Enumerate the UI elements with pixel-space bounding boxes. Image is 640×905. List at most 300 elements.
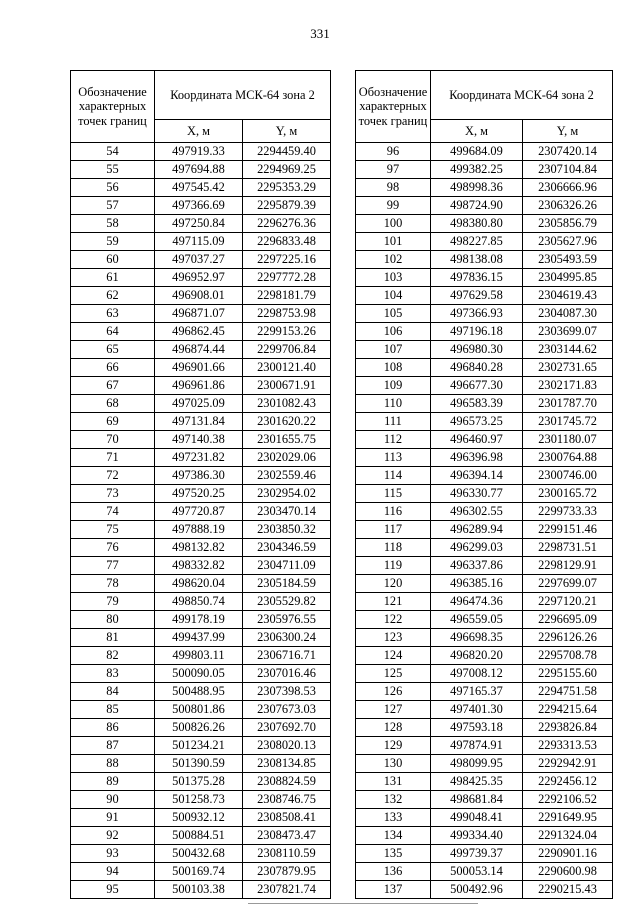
table-row bbox=[71, 161, 331, 179]
x-coordinate-cell: 497366.93 bbox=[431, 305, 523, 323]
x-coordinate-cell: 498227.85 bbox=[431, 233, 523, 251]
x-coordinate-cell: 498132.82 bbox=[155, 539, 243, 557]
y-coordinate-cell: 2300764.88 bbox=[523, 449, 613, 467]
table-row bbox=[356, 575, 613, 593]
x-coordinate-cell: 496474.36 bbox=[431, 593, 523, 611]
y-coordinate-cell: 2305184.59 bbox=[243, 575, 331, 593]
table-row bbox=[71, 359, 331, 377]
x-coordinate-cell: 497250.84 bbox=[155, 215, 243, 233]
x-coordinate-cell: 497366.69 bbox=[155, 197, 243, 215]
x-coordinate-cell: 497593.18 bbox=[431, 719, 523, 737]
table-row bbox=[71, 719, 331, 737]
y-coordinate-cell: 2306716.71 bbox=[243, 647, 331, 665]
table-row bbox=[71, 773, 331, 791]
x-coordinate-cell: 498850.74 bbox=[155, 593, 243, 611]
y-coordinate-cell: 2297772.28 bbox=[243, 269, 331, 287]
table-row bbox=[356, 557, 613, 575]
y-coordinate-cell: 2308020.13 bbox=[243, 737, 331, 755]
x-coordinate-cell: 497919.33 bbox=[155, 143, 243, 161]
y-coordinate-cell: 2307821.74 bbox=[243, 881, 331, 899]
table-row bbox=[356, 449, 613, 467]
x-coordinate-cell: 501258.73 bbox=[155, 791, 243, 809]
table-row bbox=[71, 557, 331, 575]
point-number-cell: 122 bbox=[356, 611, 431, 629]
table-row bbox=[356, 161, 613, 179]
x-coordinate-cell: 496908.01 bbox=[155, 287, 243, 305]
table-row bbox=[71, 269, 331, 287]
x-coordinate-cell: 497720.87 bbox=[155, 503, 243, 521]
table-row bbox=[356, 593, 613, 611]
y-coordinate-cell: 2296695.09 bbox=[523, 611, 613, 629]
y-coordinate-cell: 2308824.59 bbox=[243, 773, 331, 791]
x-coordinate-cell: 500801.86 bbox=[155, 701, 243, 719]
y-coordinate-cell: 2300671.91 bbox=[243, 377, 331, 395]
x-coordinate-cell: 496862.45 bbox=[155, 323, 243, 341]
y-coordinate-cell: 2307398.53 bbox=[243, 683, 331, 701]
table-row bbox=[71, 449, 331, 467]
point-number-cell: 120 bbox=[356, 575, 431, 593]
point-number-cell: 102 bbox=[356, 251, 431, 269]
y-coordinate-cell: 2297699.07 bbox=[523, 575, 613, 593]
x-coordinate-cell: 497165.37 bbox=[431, 683, 523, 701]
y-coordinate-cell: 2298181.79 bbox=[243, 287, 331, 305]
table-row bbox=[71, 251, 331, 269]
coordinate-header: Координата МСК-64 зона 2 bbox=[155, 71, 331, 120]
y-coordinate-cell: 2290901.16 bbox=[523, 845, 613, 863]
point-number-cell: 131 bbox=[356, 773, 431, 791]
x-coordinate-cell: 500103.38 bbox=[155, 881, 243, 899]
y-coordinate-cell: 2304711.09 bbox=[243, 557, 331, 575]
table-row bbox=[356, 683, 613, 701]
x-coordinate-cell: 501375.28 bbox=[155, 773, 243, 791]
table-row bbox=[356, 881, 613, 899]
point-number-cell: 86 bbox=[71, 719, 155, 737]
y-coordinate-cell: 2300165.72 bbox=[523, 485, 613, 503]
point-number-cell: 137 bbox=[356, 881, 431, 899]
point-number-cell: 66 bbox=[71, 359, 155, 377]
table-row bbox=[356, 737, 613, 755]
y-coordinate-cell: 2290600.98 bbox=[523, 863, 613, 881]
y-coordinate-cell: 2308473.47 bbox=[243, 827, 331, 845]
y-coordinate-cell: 2307692.70 bbox=[243, 719, 331, 737]
point-number-cell: 54 bbox=[71, 143, 155, 161]
y-coordinate-cell: 2301655.75 bbox=[243, 431, 331, 449]
table-row bbox=[356, 467, 613, 485]
y-coordinate-cell: 2292456.12 bbox=[523, 773, 613, 791]
point-number-cell: 75 bbox=[71, 521, 155, 539]
table-row bbox=[71, 881, 331, 899]
point-number-cell: 85 bbox=[71, 701, 155, 719]
table-row bbox=[356, 269, 613, 287]
table-row bbox=[71, 845, 331, 863]
x-coordinate-cell: 497836.15 bbox=[431, 269, 523, 287]
y-coordinate-cell: 2307879.95 bbox=[243, 863, 331, 881]
table-row bbox=[356, 251, 613, 269]
y-coordinate-cell: 2299153.26 bbox=[243, 323, 331, 341]
x-coordinate-cell: 500884.51 bbox=[155, 827, 243, 845]
point-number-cell: 95 bbox=[71, 881, 155, 899]
point-number-cell: 104 bbox=[356, 287, 431, 305]
y-header: Y, м bbox=[523, 120, 613, 143]
point-number-cell: 100 bbox=[356, 215, 431, 233]
y-coordinate-cell: 2291324.04 bbox=[523, 827, 613, 845]
x-coordinate-cell: 498138.08 bbox=[431, 251, 523, 269]
table-row bbox=[356, 197, 613, 215]
x-coordinate-cell: 496874.44 bbox=[155, 341, 243, 359]
y-coordinate-cell: 2292942.91 bbox=[523, 755, 613, 773]
y-coordinate-cell: 2305856.79 bbox=[523, 215, 613, 233]
x-coordinate-cell: 496820.20 bbox=[431, 647, 523, 665]
point-number-cell: 129 bbox=[356, 737, 431, 755]
y-coordinate-cell: 2307104.84 bbox=[523, 161, 613, 179]
point-number-cell: 76 bbox=[71, 539, 155, 557]
table-row bbox=[356, 647, 613, 665]
x-coordinate-cell: 497140.38 bbox=[155, 431, 243, 449]
table-row bbox=[71, 431, 331, 449]
y-coordinate-cell: 2306300.24 bbox=[243, 629, 331, 647]
point-number-cell: 73 bbox=[71, 485, 155, 503]
x-coordinate-cell: 498380.80 bbox=[431, 215, 523, 233]
point-number-cell: 117 bbox=[356, 521, 431, 539]
x-coordinate-cell: 499178.19 bbox=[155, 611, 243, 629]
point-number-cell: 83 bbox=[71, 665, 155, 683]
x-coordinate-cell: 497874.91 bbox=[431, 737, 523, 755]
table-row bbox=[356, 665, 613, 683]
point-number-cell: 121 bbox=[356, 593, 431, 611]
coordinates-table-left bbox=[70, 70, 331, 899]
y-coordinate-cell: 2298129.91 bbox=[523, 557, 613, 575]
x-coordinate-cell: 496961.86 bbox=[155, 377, 243, 395]
x-coordinate-cell: 501390.59 bbox=[155, 755, 243, 773]
y-coordinate-cell: 2303699.07 bbox=[523, 323, 613, 341]
point-number-cell: 72 bbox=[71, 467, 155, 485]
table-row bbox=[356, 323, 613, 341]
y-coordinate-cell: 2301787.70 bbox=[523, 395, 613, 413]
y-coordinate-cell: 2307420.14 bbox=[523, 143, 613, 161]
coordinates-table-right bbox=[355, 70, 613, 899]
point-number-cell: 132 bbox=[356, 791, 431, 809]
y-coordinate-cell: 2294215.64 bbox=[523, 701, 613, 719]
table-row bbox=[356, 521, 613, 539]
table-row bbox=[71, 323, 331, 341]
x-coordinate-cell: 500932.12 bbox=[155, 809, 243, 827]
table-row bbox=[356, 755, 613, 773]
point-number-cell: 61 bbox=[71, 269, 155, 287]
point-number-cell: 87 bbox=[71, 737, 155, 755]
table-row bbox=[356, 215, 613, 233]
y-coordinate-cell: 2298753.98 bbox=[243, 305, 331, 323]
x-coordinate-cell: 496302.55 bbox=[431, 503, 523, 521]
table-row bbox=[356, 611, 613, 629]
x-coordinate-cell: 500090.05 bbox=[155, 665, 243, 683]
y-coordinate-cell: 2303850.32 bbox=[243, 521, 331, 539]
table-row bbox=[71, 233, 331, 251]
y-coordinate-cell: 2294459.40 bbox=[243, 143, 331, 161]
point-number-cell: 63 bbox=[71, 305, 155, 323]
point-number-cell: 55 bbox=[71, 161, 155, 179]
y-coordinate-cell: 2301082.43 bbox=[243, 395, 331, 413]
point-number-cell: 113 bbox=[356, 449, 431, 467]
x-coordinate-cell: 500826.26 bbox=[155, 719, 243, 737]
y-coordinate-cell: 2305976.55 bbox=[243, 611, 331, 629]
x-coordinate-cell: 498681.84 bbox=[431, 791, 523, 809]
y-coordinate-cell: 2294751.58 bbox=[523, 683, 613, 701]
point-number-cell: 88 bbox=[71, 755, 155, 773]
point-number-cell: 94 bbox=[71, 863, 155, 881]
x-coordinate-cell: 496385.16 bbox=[431, 575, 523, 593]
x-coordinate-cell: 496583.39 bbox=[431, 395, 523, 413]
point-number-cell: 74 bbox=[71, 503, 155, 521]
point-header: Обозначение характерных точек границ bbox=[71, 71, 155, 143]
coordinate-header: Координата МСК-64 зона 2 bbox=[431, 71, 613, 120]
x-coordinate-cell: 496460.97 bbox=[431, 431, 523, 449]
x-coordinate-cell: 499334.40 bbox=[431, 827, 523, 845]
x-coordinate-cell: 497545.42 bbox=[155, 179, 243, 197]
y-coordinate-cell: 2304995.85 bbox=[523, 269, 613, 287]
table-row bbox=[71, 755, 331, 773]
x-coordinate-cell: 497008.12 bbox=[431, 665, 523, 683]
point-number-cell: 127 bbox=[356, 701, 431, 719]
y-coordinate-cell: 2301180.07 bbox=[523, 431, 613, 449]
table-row bbox=[71, 521, 331, 539]
x-coordinate-cell: 496840.28 bbox=[431, 359, 523, 377]
table-row bbox=[356, 413, 613, 431]
y-coordinate-cell: 2304619.43 bbox=[523, 287, 613, 305]
table-row bbox=[356, 359, 613, 377]
y-coordinate-cell: 2302029.06 bbox=[243, 449, 331, 467]
y-coordinate-cell: 2292106.52 bbox=[523, 791, 613, 809]
y-coordinate-cell: 2299733.33 bbox=[523, 503, 613, 521]
point-number-cell: 136 bbox=[356, 863, 431, 881]
x-header: X, м bbox=[431, 120, 523, 143]
y-coordinate-cell: 2302171.83 bbox=[523, 377, 613, 395]
table-row bbox=[356, 179, 613, 197]
y-coordinate-cell: 2304346.59 bbox=[243, 539, 331, 557]
point-number-cell: 67 bbox=[71, 377, 155, 395]
table-row bbox=[71, 647, 331, 665]
point-number-cell: 68 bbox=[71, 395, 155, 413]
point-number-cell: 60 bbox=[71, 251, 155, 269]
y-coordinate-cell: 2300746.00 bbox=[523, 467, 613, 485]
table-row bbox=[356, 431, 613, 449]
table-row bbox=[71, 287, 331, 305]
table-row bbox=[71, 485, 331, 503]
table-row bbox=[356, 827, 613, 845]
point-number-cell: 90 bbox=[71, 791, 155, 809]
point-number-cell: 98 bbox=[356, 179, 431, 197]
y-coordinate-cell: 2295708.78 bbox=[523, 647, 613, 665]
y-coordinate-cell: 2294969.25 bbox=[243, 161, 331, 179]
x-coordinate-cell: 500053.14 bbox=[431, 863, 523, 881]
table-row bbox=[356, 629, 613, 647]
point-number-cell: 69 bbox=[71, 413, 155, 431]
x-coordinate-cell: 496299.03 bbox=[431, 539, 523, 557]
y-coordinate-cell: 2295879.39 bbox=[243, 197, 331, 215]
table-row bbox=[71, 467, 331, 485]
x-coordinate-cell: 496871.07 bbox=[155, 305, 243, 323]
point-number-cell: 112 bbox=[356, 431, 431, 449]
x-coordinate-cell: 500488.95 bbox=[155, 683, 243, 701]
table-row bbox=[71, 593, 331, 611]
table-row bbox=[71, 665, 331, 683]
x-coordinate-cell: 501234.21 bbox=[155, 737, 243, 755]
table-row bbox=[71, 629, 331, 647]
y-coordinate-cell: 2306666.96 bbox=[523, 179, 613, 197]
point-number-cell: 84 bbox=[71, 683, 155, 701]
x-coordinate-cell: 497888.19 bbox=[155, 521, 243, 539]
point-number-cell: 114 bbox=[356, 467, 431, 485]
point-number-cell: 80 bbox=[71, 611, 155, 629]
y-coordinate-cell: 2301620.22 bbox=[243, 413, 331, 431]
y-coordinate-cell: 2296126.26 bbox=[523, 629, 613, 647]
table-row bbox=[356, 395, 613, 413]
point-number-cell: 79 bbox=[71, 593, 155, 611]
point-number-cell: 124 bbox=[356, 647, 431, 665]
x-coordinate-cell: 498998.36 bbox=[431, 179, 523, 197]
point-number-cell: 99 bbox=[356, 197, 431, 215]
y-coordinate-cell: 2305627.96 bbox=[523, 233, 613, 251]
y-coordinate-cell: 2299151.46 bbox=[523, 521, 613, 539]
table-row bbox=[356, 377, 613, 395]
y-coordinate-cell: 2297225.16 bbox=[243, 251, 331, 269]
point-number-cell: 82 bbox=[71, 647, 155, 665]
x-coordinate-cell: 496289.94 bbox=[431, 521, 523, 539]
y-coordinate-cell: 2308746.75 bbox=[243, 791, 331, 809]
x-coordinate-cell: 499382.25 bbox=[431, 161, 523, 179]
point-number-cell: 103 bbox=[356, 269, 431, 287]
point-number-cell: 56 bbox=[71, 179, 155, 197]
y-coordinate-cell: 2304087.30 bbox=[523, 305, 613, 323]
table-row bbox=[71, 575, 331, 593]
table-row bbox=[71, 413, 331, 431]
x-coordinate-cell: 496559.05 bbox=[431, 611, 523, 629]
point-number-cell: 64 bbox=[71, 323, 155, 341]
point-number-cell: 115 bbox=[356, 485, 431, 503]
y-coordinate-cell: 2291649.95 bbox=[523, 809, 613, 827]
y-coordinate-cell: 2302731.65 bbox=[523, 359, 613, 377]
point-number-cell: 123 bbox=[356, 629, 431, 647]
y-coordinate-cell: 2293826.84 bbox=[523, 719, 613, 737]
y-coordinate-cell: 2306326.26 bbox=[523, 197, 613, 215]
point-number-cell: 77 bbox=[71, 557, 155, 575]
scan-edge-line bbox=[248, 903, 478, 904]
point-number-cell: 70 bbox=[71, 431, 155, 449]
point-number-cell: 101 bbox=[356, 233, 431, 251]
point-number-cell: 58 bbox=[71, 215, 155, 233]
x-coordinate-cell: 498099.95 bbox=[431, 755, 523, 773]
table-row bbox=[71, 863, 331, 881]
x-coordinate-cell: 498332.82 bbox=[155, 557, 243, 575]
point-number-cell: 89 bbox=[71, 773, 155, 791]
y-header: Y, м bbox=[243, 120, 331, 143]
x-coordinate-cell: 496396.98 bbox=[431, 449, 523, 467]
point-number-cell: 134 bbox=[356, 827, 431, 845]
x-coordinate-cell: 496394.14 bbox=[431, 467, 523, 485]
table-row bbox=[356, 143, 613, 161]
x-coordinate-cell: 496980.30 bbox=[431, 341, 523, 359]
table-row bbox=[356, 773, 613, 791]
table-row bbox=[71, 215, 331, 233]
table-row bbox=[71, 737, 331, 755]
point-number-cell: 65 bbox=[71, 341, 155, 359]
table-row bbox=[71, 827, 331, 845]
y-coordinate-cell: 2303144.62 bbox=[523, 341, 613, 359]
point-number-cell: 128 bbox=[356, 719, 431, 737]
x-coordinate-cell: 497025.09 bbox=[155, 395, 243, 413]
point-number-cell: 133 bbox=[356, 809, 431, 827]
x-coordinate-cell: 496337.86 bbox=[431, 557, 523, 575]
table-row bbox=[356, 863, 613, 881]
table-row bbox=[71, 395, 331, 413]
point-number-cell: 96 bbox=[356, 143, 431, 161]
table-row bbox=[356, 809, 613, 827]
table-row bbox=[356, 341, 613, 359]
point-number-cell: 97 bbox=[356, 161, 431, 179]
x-coordinate-cell: 499437.99 bbox=[155, 629, 243, 647]
table-row bbox=[356, 485, 613, 503]
y-coordinate-cell: 2290215.43 bbox=[523, 881, 613, 899]
point-header: Обозначение характерных точек границ bbox=[356, 71, 431, 143]
table-row bbox=[71, 539, 331, 557]
x-coordinate-cell: 499739.37 bbox=[431, 845, 523, 863]
y-coordinate-cell: 2295155.60 bbox=[523, 665, 613, 683]
point-number-cell: 71 bbox=[71, 449, 155, 467]
x-coordinate-cell: 498724.90 bbox=[431, 197, 523, 215]
y-coordinate-cell: 2298731.51 bbox=[523, 539, 613, 557]
table-row bbox=[71, 611, 331, 629]
table-row bbox=[71, 197, 331, 215]
y-coordinate-cell: 2297120.21 bbox=[523, 593, 613, 611]
point-number-cell: 106 bbox=[356, 323, 431, 341]
y-coordinate-cell: 2302954.02 bbox=[243, 485, 331, 503]
x-coordinate-cell: 497196.18 bbox=[431, 323, 523, 341]
point-number-cell: 105 bbox=[356, 305, 431, 323]
x-coordinate-cell: 497386.30 bbox=[155, 467, 243, 485]
point-number-cell: 108 bbox=[356, 359, 431, 377]
table-row bbox=[71, 143, 331, 161]
y-coordinate-cell: 2301745.72 bbox=[523, 413, 613, 431]
point-number-cell: 119 bbox=[356, 557, 431, 575]
point-number-cell: 57 bbox=[71, 197, 155, 215]
table-row bbox=[356, 503, 613, 521]
x-header: X, м bbox=[155, 120, 243, 143]
x-coordinate-cell: 497131.84 bbox=[155, 413, 243, 431]
x-coordinate-cell: 497231.82 bbox=[155, 449, 243, 467]
x-coordinate-cell: 497037.27 bbox=[155, 251, 243, 269]
x-coordinate-cell: 497694.88 bbox=[155, 161, 243, 179]
y-coordinate-cell: 2302559.46 bbox=[243, 467, 331, 485]
y-coordinate-cell: 2296276.36 bbox=[243, 215, 331, 233]
x-coordinate-cell: 498620.04 bbox=[155, 575, 243, 593]
table-row bbox=[71, 341, 331, 359]
x-coordinate-cell: 500492.96 bbox=[431, 881, 523, 899]
x-coordinate-cell: 500432.68 bbox=[155, 845, 243, 863]
y-coordinate-cell: 2307673.03 bbox=[243, 701, 331, 719]
point-number-cell: 126 bbox=[356, 683, 431, 701]
point-number-cell: 93 bbox=[71, 845, 155, 863]
y-coordinate-cell: 2293313.53 bbox=[523, 737, 613, 755]
point-number-cell: 135 bbox=[356, 845, 431, 863]
y-coordinate-cell: 2308508.41 bbox=[243, 809, 331, 827]
x-coordinate-cell: 500169.74 bbox=[155, 863, 243, 881]
table-row bbox=[71, 683, 331, 701]
point-number-cell: 81 bbox=[71, 629, 155, 647]
table-row bbox=[356, 233, 613, 251]
x-coordinate-cell: 497115.09 bbox=[155, 233, 243, 251]
y-coordinate-cell: 2305529.82 bbox=[243, 593, 331, 611]
point-number-cell: 111 bbox=[356, 413, 431, 431]
y-coordinate-cell: 2300121.40 bbox=[243, 359, 331, 377]
